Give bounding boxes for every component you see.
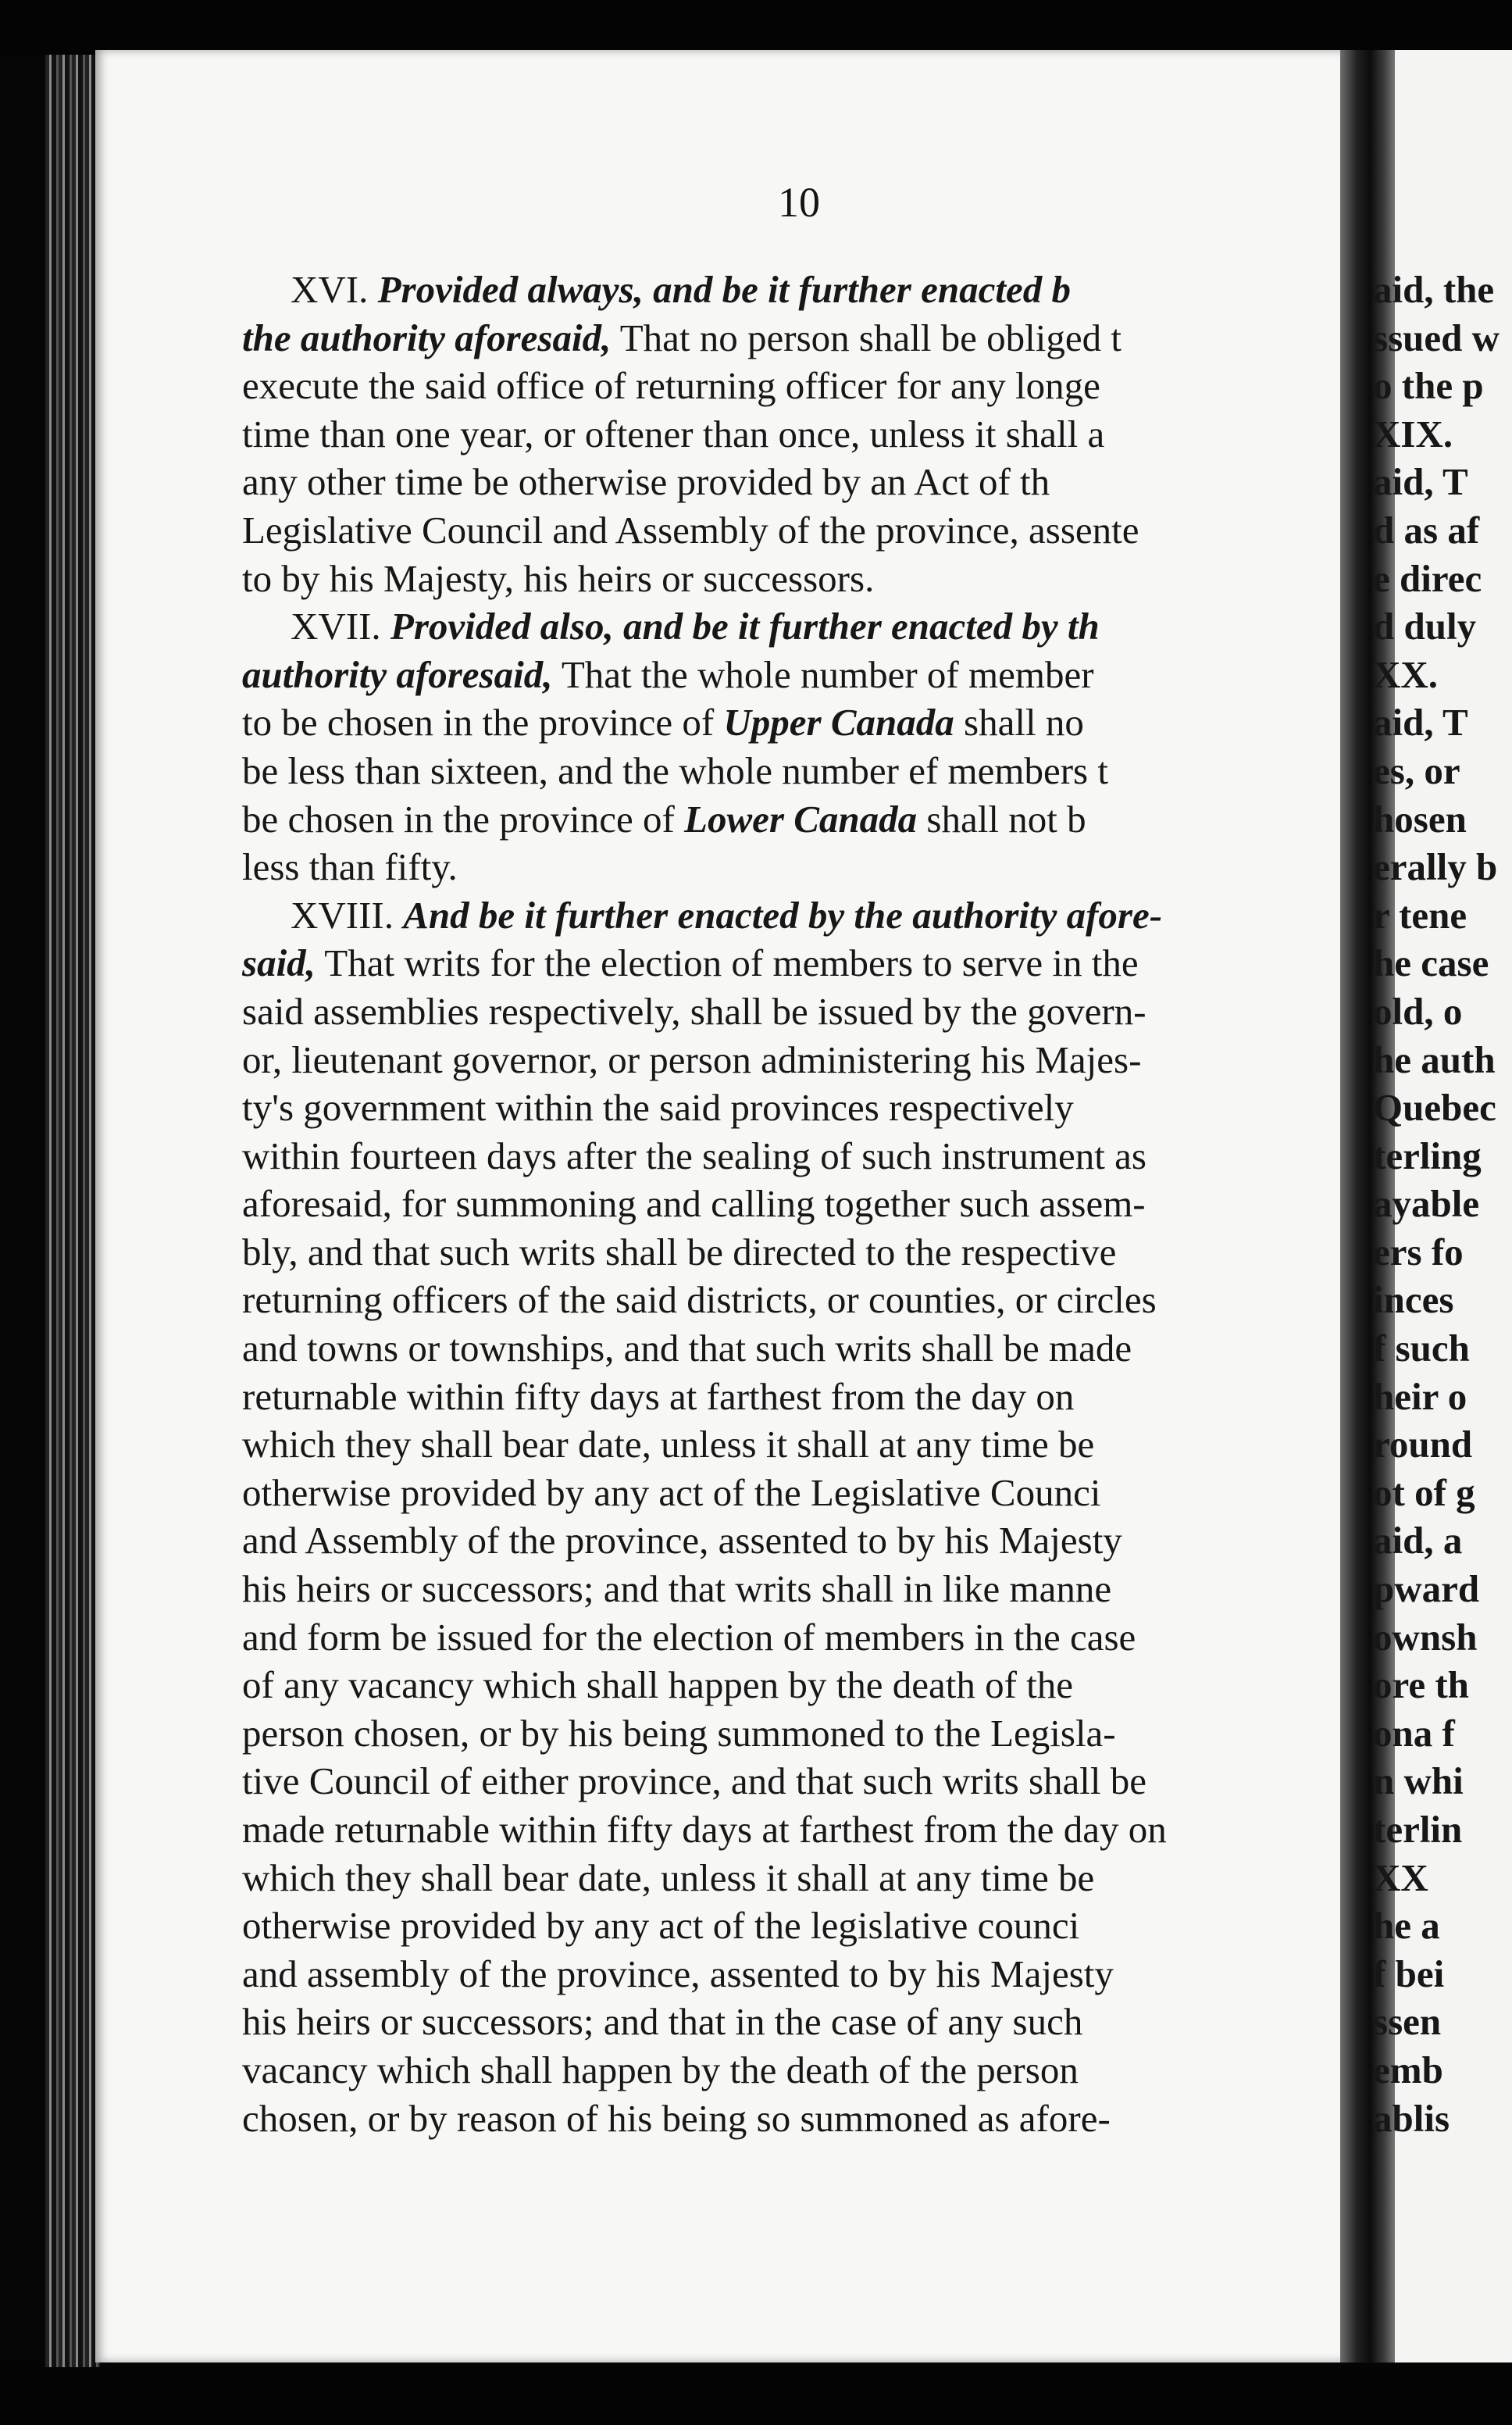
text-run: within fourteen days after the sealing of such instrument as (242, 1134, 1146, 1177)
text-run: otherwise provided by any act of the legislative counci (242, 1904, 1080, 1948)
facing-page-line: aid, the (1373, 268, 1495, 311)
facing-page-text (1373, 266, 1512, 2142)
text-run: and Assembly of the province, assented to by his Majesty (242, 1519, 1122, 1562)
italic-text: Upper Canada (723, 701, 954, 745)
facing-page-line: ore th (1373, 1663, 1469, 1707)
text-run: time than one year, or oftener than once, unless it shall a (242, 412, 1105, 455)
italic-text: the authority aforesaid, (242, 316, 612, 359)
facing-page-line: he a (1373, 1904, 1440, 1948)
text-line (242, 1757, 1351, 1805)
text-run: his heirs or successors; and that writs shall in like manne (242, 1567, 1112, 1611)
text-line (242, 1420, 1351, 1469)
facing-page-line: XX. (1373, 652, 1439, 696)
text-line (242, 1950, 1351, 1998)
text-run: made returnable within fifty days at farthest from the day on (242, 1808, 1167, 1851)
facing-page-line: he auth (1373, 1038, 1496, 1081)
italic-text: Provided always, and be it further enacted b (377, 268, 1071, 311)
text-run: of any vacancy which shall happen by the death of the (242, 1663, 1074, 1707)
italic-text: Lower Canada (684, 797, 918, 841)
facing-page-line: terling (1373, 1134, 1482, 1177)
text-line (242, 555, 1351, 603)
main-text-column (242, 266, 1351, 2142)
facing-page-line: hosen (1373, 797, 1467, 841)
text-line (242, 2046, 1351, 2095)
text-run: returnable within fifty days at farthest from the day on (242, 1374, 1075, 1418)
text-line (242, 266, 1351, 314)
text-line (242, 843, 1351, 891)
text-run: XVIII. (291, 893, 404, 937)
facing-page-line: ssen (1373, 2000, 1442, 2044)
facing-page-line: erally b (1373, 845, 1498, 889)
text-run: XVI. (291, 268, 378, 311)
text-run: execute the said office of returning officer for any longe (242, 364, 1100, 408)
text-line (242, 362, 1351, 410)
page-edge-left (45, 55, 100, 2367)
facing-page-line: o the p (1373, 364, 1484, 408)
facing-page-line: f bei (1373, 1952, 1445, 1995)
facing-page-line: Quebec (1373, 1086, 1496, 1130)
text-run: That writs for the election of members to serve in the (315, 941, 1139, 985)
facing-page-line: ot of g (1373, 1470, 1475, 1514)
facing-page-line: d duly (1373, 605, 1477, 648)
text-line (242, 1902, 1351, 1950)
facing-page-line: n whi (1373, 1759, 1464, 1803)
facing-page-line: ownsh (1373, 1615, 1478, 1659)
text-line (242, 1276, 1351, 1324)
text-line (242, 1613, 1351, 1662)
text-run: and towns or townships, and that such writs shall be made (242, 1327, 1132, 1370)
scanner-border-top (0, 0, 1512, 55)
text-line (242, 1373, 1351, 1421)
text-run: and assembly of the province, assented to by his Majesty (242, 1952, 1114, 1995)
facing-page-line: terlin (1373, 1808, 1463, 1851)
text-run: tive Council of either province, and that such writs shall be (242, 1759, 1147, 1803)
text-run: be chosen in the province of (242, 797, 685, 841)
facing-page-line: XIX. (1373, 412, 1453, 455)
text-run: be less than sixteen, and the whole number ef members t (242, 748, 1108, 792)
text-line (242, 891, 1351, 940)
text-line (242, 651, 1351, 699)
facing-page-line: XX (1373, 1855, 1428, 1899)
text-line (242, 988, 1351, 1036)
facing-page-line: emb (1373, 2048, 1443, 2091)
text-line (242, 1324, 1351, 1373)
facing-page-line: ssued w (1373, 316, 1500, 359)
facing-page-line: round (1373, 1423, 1473, 1466)
facing-page-line: he case (1373, 941, 1489, 985)
facing-page-line: d as af (1373, 508, 1480, 552)
text-run: or, lieutenant governor, or person administering his Majes- (242, 1038, 1142, 1081)
italic-text: authority aforesaid, (242, 652, 553, 696)
text-run: bly, and that such writs shall be directed to the respective (242, 1230, 1117, 1273)
facing-page-line: es, or (1373, 748, 1460, 792)
facing-page-line: heir o (1373, 1374, 1467, 1418)
text-run: ty's government within the said provinces respectively (242, 1086, 1074, 1130)
facing-page-line: ona f (1373, 1711, 1455, 1755)
text-run: Legislative Council and Assembly of the province, assente (242, 508, 1139, 552)
text-run: which they shall bear date, unless it shall at any time be (242, 1423, 1095, 1466)
text-line (242, 1661, 1351, 1709)
text-line (242, 939, 1351, 988)
text-run: chosen, or by reason of his being so summoned as afore- (242, 2096, 1111, 2140)
text-line (242, 1516, 1351, 1565)
text-run: That the whole number of member (552, 652, 1094, 696)
text-line (242, 602, 1351, 651)
text-line (242, 1854, 1351, 1902)
text-line (242, 1709, 1351, 1758)
text-run: any other time be otherwise provided by an Act of th (242, 460, 1050, 504)
text-run: aforesaid, for summoning and calling together such assem- (242, 1182, 1146, 1226)
italic-text: And be it further enacted by the authority afore- (403, 893, 1163, 937)
page-number: 10 (778, 179, 820, 226)
italic-text: said, (242, 941, 316, 985)
text-run: less than fifty. (242, 845, 458, 889)
text-run: his heirs or successors; and that in the case of any such (242, 2000, 1083, 2044)
facing-page-line: e direc (1373, 556, 1482, 600)
facing-page-line: pward (1373, 1567, 1480, 1611)
facing-page-line: ablis (1373, 2096, 1450, 2140)
text-run: to be chosen in the province of (242, 701, 724, 745)
text-line (242, 314, 1351, 362)
text-line (242, 795, 1351, 844)
text-run: to by his Majesty, his heirs or successors. (242, 556, 875, 600)
facing-page-line: ers fo (1373, 1230, 1464, 1273)
text-run: person chosen, or by his being summoned to the Legisla- (242, 1711, 1116, 1755)
facing-page-line: old, o (1373, 989, 1463, 1033)
text-run: which they shall bear date, unless it shall at any time be (242, 1855, 1095, 1899)
text-run: said assemblies respectively, shall be issued by the govern- (242, 989, 1146, 1033)
text-line (242, 1132, 1351, 1180)
facing-page-line: aid, a (1373, 1519, 1463, 1562)
text-line (242, 458, 1351, 506)
facing-page-line: aid, T (1373, 701, 1468, 745)
text-run: shall no (954, 701, 1084, 745)
facing-page-line: f such (1373, 1327, 1470, 1370)
text-line (242, 410, 1351, 459)
text-line (242, 1228, 1351, 1277)
text-line (242, 1180, 1351, 1228)
text-run: and form be issued for the election of members in the case (242, 1615, 1136, 1659)
text-run: That no person shall be obliged t (611, 316, 1122, 359)
text-line (242, 1565, 1351, 1613)
text-run: XVII. (291, 605, 390, 648)
text-run: shall not b (917, 797, 1086, 841)
text-run: returning officers of the said districts, or counties, or circles (242, 1278, 1157, 1322)
scanner-border-bottom (0, 2367, 1512, 2425)
text-line (242, 698, 1351, 747)
text-line (242, 1805, 1351, 1854)
facing-page-line: inces (1373, 1278, 1454, 1322)
text-line (242, 1998, 1351, 2046)
text-run: otherwise provided by any act of the Legislative Counci (242, 1470, 1101, 1514)
text-run: vacancy which shall happen by the death of the person (242, 2048, 1079, 2091)
text-line (242, 506, 1351, 555)
facing-page-line: ayable (1373, 1182, 1480, 1226)
italic-text: Provided also, and be it further enacted by th (390, 605, 1100, 648)
text-line (242, 747, 1351, 795)
text-line (242, 1084, 1351, 1132)
text-line (242, 1469, 1351, 1517)
facing-page-line: aid, T (1373, 460, 1468, 504)
text-line (242, 2095, 1351, 2143)
text-line (242, 1036, 1351, 1084)
facing-page-line: r tene (1373, 893, 1467, 937)
